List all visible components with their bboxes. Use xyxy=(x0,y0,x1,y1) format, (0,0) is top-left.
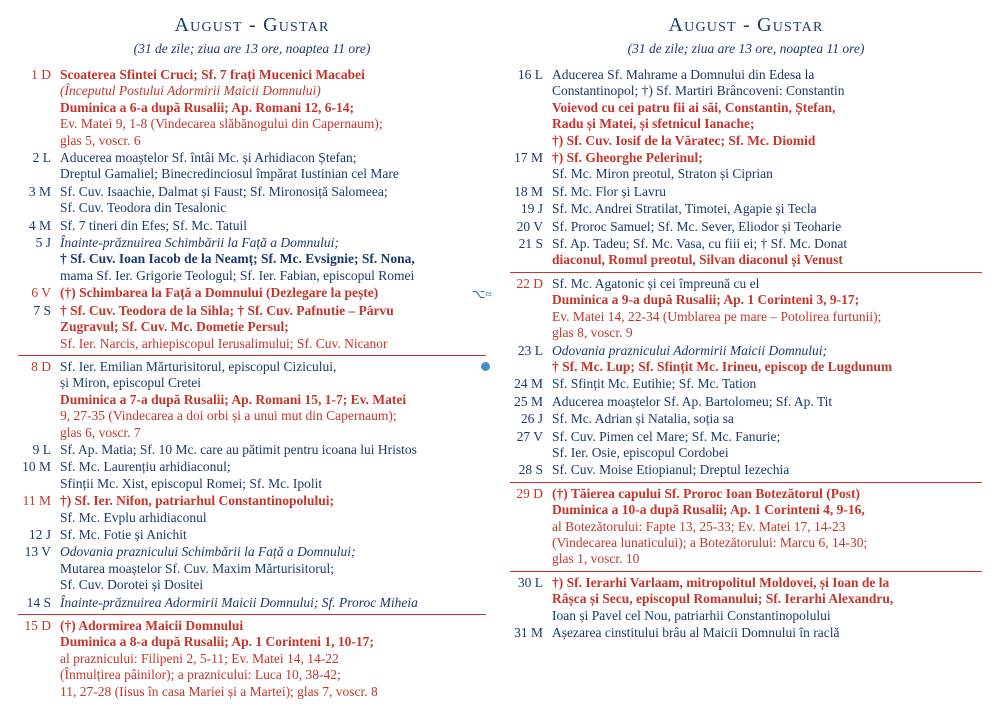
entry-text xyxy=(552,150,982,183)
entry-line: Sf. Cuv. Dorotei și Dositei xyxy=(60,577,204,593)
calendar-entry xyxy=(18,442,486,458)
entry-line: Odovania praznicului Adormirii Maicii Domnului; xyxy=(552,342,827,358)
entry-line: †) Sf. Ier. Nifon, patriarhul Constantinopolului; xyxy=(60,493,335,509)
calendar-entry xyxy=(18,67,486,149)
entry-date: 28 S xyxy=(518,462,543,478)
entry-line: (Vindecarea lunaticului); a Botezătorului: Marcu 6, 14-30; xyxy=(552,534,868,550)
calendar-entry xyxy=(510,343,982,376)
entry-text xyxy=(60,459,486,492)
entry-line: Așezarea cinstitului brâu al Maicii Domnului în raclă xyxy=(552,625,840,640)
entry-date: 12 J xyxy=(28,526,51,542)
entry-line-text: Constantinopol; †) Sf. Martiri Brâncoveni: Constantin xyxy=(552,83,845,99)
calendar-entry xyxy=(18,595,486,611)
entry-line: Sf. Mc. Adrian și Natalia, soția sa xyxy=(552,411,734,427)
entry-line: Sfinții Mc. Xist, episcopul Romei; Sf. Mc. Ipolit xyxy=(60,475,323,491)
entry-line: mama Sf. Ier. Grigorie Teologul; Sf. Ier. Fabian, episcopul Romei xyxy=(60,267,415,283)
calendar-entry xyxy=(510,411,982,427)
entry-text xyxy=(552,219,982,235)
entry-line: Sf. Cuv. Teodora din Tesalonic xyxy=(60,200,227,216)
entry-line: Sf. 7 tineri din Efes; Sf. Mc. Tatuil xyxy=(60,217,248,233)
entry-date: 5 J xyxy=(35,235,51,251)
entry-line: Sf. Ap. Tadeu; Sf. Mc. Vasa, cu fiii ei; † Sf. Mc. Donat xyxy=(552,236,848,252)
calendar-entry xyxy=(18,544,486,593)
month-title-left: August - Gustar xyxy=(174,14,330,36)
entry-text xyxy=(60,67,486,149)
calendar-entry xyxy=(510,201,982,217)
entry-date: 29 D xyxy=(516,485,543,501)
calendar-entry xyxy=(18,184,486,217)
entry-text xyxy=(60,285,486,301)
calendar-entry xyxy=(18,359,486,441)
entry-text xyxy=(552,184,982,200)
calendar-entry xyxy=(18,527,486,543)
entry-line xyxy=(552,359,982,375)
entry-line: Sf. Mc. Laurențiu arhidiaconul; xyxy=(60,459,231,475)
entry-date: 14 S xyxy=(26,594,51,610)
fish-icon: ⌥≈ xyxy=(471,287,492,302)
entry-line: Aducerea moaștelor Sf. Ap. Bartolomeu; Sf. Ap. Tit xyxy=(552,393,833,409)
entry-line: Zugravul; Sf. Cuv. Mc. Dometie Persul; xyxy=(60,319,289,335)
calendar-entry xyxy=(18,150,486,183)
entry-line: glas 1, voscr. 10 xyxy=(552,551,640,567)
entry-line: Mutarea moaștelor Sf. Cuv. Maxim Mărturisitorul; xyxy=(60,560,334,576)
calendar-entry xyxy=(18,493,486,526)
entry-date: 23 L xyxy=(517,342,543,358)
entry-text xyxy=(552,411,982,427)
entry-line: (†) Adormirea Maicii Domnului xyxy=(60,618,244,633)
entry-date: 17 M xyxy=(514,150,543,166)
calendar-entry xyxy=(18,618,486,700)
entry-line: †) Sf. Gheorghe Pelerinul; xyxy=(552,150,703,166)
calendar-entry xyxy=(510,67,982,149)
entry-text xyxy=(552,276,982,342)
entry-line: al praznicului: Filipeni 2, 5-11; Ev. Matei 14, 14-22 xyxy=(60,650,339,666)
entry-line: (Înmulțirea pâinilor); a praznicului: Luca 10, 38-42; xyxy=(60,667,341,683)
entry-text xyxy=(552,67,982,149)
entry-date: 10 M xyxy=(22,459,51,475)
moon-phase-icon xyxy=(481,362,490,371)
entry-text xyxy=(60,595,486,611)
entry-line: 9, 27-35 (Vindecarea a doi orbi și a unui mut din Capernaum); xyxy=(60,408,397,424)
entry-line: Sf. Ap. Matia; Sf. 10 Mc. care au pătimit pentru icoana lui Hristos xyxy=(60,441,417,457)
entry-line: Sf. Mc. Evplu arhidiaconul xyxy=(60,509,207,525)
right-column-header xyxy=(510,14,982,57)
entry-text xyxy=(552,625,982,641)
entry-line: †) Sf. Cuv. Iosif de la Văratec; Sf. Mc. Diomid xyxy=(552,132,816,148)
entry-line-text: Râșca și Secu, episcopul Romanului; Sf. Ierarhi Alexandru, xyxy=(552,591,894,607)
entry-line: Sf. Cuv. Moise Etiopianul; Dreptul Iezechia xyxy=(552,462,790,478)
entry-date: 27 V xyxy=(516,428,543,444)
entry-line: Duminica a 10-a după Rusalii; Ap. 1 Corinteni 4, 9-16, xyxy=(552,502,865,518)
entry-line: glas 5, voscr. 6 xyxy=(60,132,141,148)
entry-text xyxy=(552,236,982,269)
entry-line: Ioan și Pavel cel Nou, patriarhii Constantinopolului xyxy=(552,607,831,623)
entry-line: și Miron, episcopul Cretei xyxy=(60,375,201,391)
entry-divider xyxy=(510,272,982,273)
entry-line: Aducerea moaștelor Sf. întâi Mc. și Arhidiacon Ștefan; xyxy=(60,150,357,166)
entry-text xyxy=(552,343,982,376)
entry-text xyxy=(552,575,982,624)
entry-line: Duminica a 8-a după Rusalii; Ap. 1 Corinteni 1, 10-17; xyxy=(60,634,374,650)
entry-line: Sf. Cuv. Isaachie, Dalmat și Faust; Sf. Mironosiță Salomeea; xyxy=(60,183,388,199)
entry-date: 11 M xyxy=(22,493,51,509)
entry-line: Înainte-prăznuirea Schimbării la Față a Domnului; xyxy=(60,235,339,251)
left-column-header xyxy=(18,14,486,57)
entry-line: †) Sf. Ierarhi Varlaam, mitropolitul Moldovei, și Ioan de la xyxy=(552,574,890,590)
calendar-entry xyxy=(510,486,982,568)
entry-line: Sf. Mc. Miron preotul, Straton și Ciprian xyxy=(552,166,773,182)
entry-date: 21 S xyxy=(518,236,543,252)
entry-line: Duminica a 6-a după Rusalii; Ap. Romani 12, 6-14; xyxy=(60,99,355,115)
calendar-entry xyxy=(510,150,982,183)
entry-text xyxy=(60,235,486,284)
entry-line: Înainte-prăznuirea Adormirii Maicii Domnului; Sf. Proroc Miheia xyxy=(60,594,418,610)
entry-date: 8 D xyxy=(31,358,51,374)
entry-line: 11, 27-28 (Iisus în casa Mariei și a Martei); glas 7, voscr. 8 xyxy=(60,683,378,699)
calendar-entry xyxy=(18,303,486,352)
entry-line: Scoaterea Sfintei Cruci; Sf. 7 frați Mucenici Macabei xyxy=(60,67,365,82)
entry-line: Duminica a 9-a după Rusalii; Ap. 1 Corinteni 3, 9-17; xyxy=(552,292,860,308)
entry-date: 30 L xyxy=(517,574,543,590)
calendar-entry xyxy=(510,575,982,624)
entry-line xyxy=(552,83,982,99)
entry-text xyxy=(60,150,486,183)
entry-line: Sf. Cuv. Pimen cel Mare; Sf. Mc. Fanurie; xyxy=(552,428,781,444)
entry-line: Sf. Mc. Flor și Lavru xyxy=(552,183,666,199)
entry-line: Sf. Mc. Agatonic și cei împreună cu el xyxy=(552,275,760,291)
entry-text xyxy=(60,359,486,441)
entry-line: al Botezătorului: Fapte 13, 25-33; Ev. Matei 17, 14-23 xyxy=(552,518,846,534)
entry-text xyxy=(60,527,486,543)
entry-line: Sf. Ier. Osie, episcopul Cordobei xyxy=(552,444,729,460)
entry-text xyxy=(552,462,982,478)
entry-line xyxy=(552,591,982,607)
entry-line: Voievod cu cei patru fii ai săi, Constantin, Ștefan, xyxy=(552,99,836,115)
entry-line-text: † Sf. Mc. Lup; Sf. Sfințit Mc. Irineu, episcop de Lugdunum xyxy=(552,358,893,374)
calendar-entry xyxy=(18,285,492,302)
entry-text xyxy=(60,184,486,217)
entry-line: † Sf. Cuv. Ioan Iacob de la Neamț; Sf. Mc. Evsignie; Sf. Nona, xyxy=(60,251,415,267)
entry-line: glas 6, voscr. 7 xyxy=(60,424,141,440)
entry-text xyxy=(552,429,982,462)
entry-line: Sf. Mc. Fotie și Anichit xyxy=(60,526,187,542)
calendar-entry xyxy=(510,276,982,342)
entry-date: 22 D xyxy=(516,275,543,291)
calendar-entry xyxy=(510,394,982,410)
calendar-column-left xyxy=(18,14,500,706)
entry-text xyxy=(552,201,982,217)
entry-date: 31 M xyxy=(514,625,543,640)
entry-line: Duminica a 7-a după Rusalii; Ap. Romani 15, 1-7; Ev. Matei xyxy=(60,391,407,407)
entry-line: glas 8, voscr. 9 xyxy=(552,325,633,341)
entry-date: 18 M xyxy=(514,183,543,199)
entry-date: 19 J xyxy=(520,201,543,217)
entry-text xyxy=(60,218,486,234)
entry-text xyxy=(60,303,486,352)
entry-line: Sf. Mc. Andrei Stratilat, Timotei, Agapie și Tecla xyxy=(552,201,817,217)
month-subtitle-right: (31 de zile; ziua are 13 ore, noaptea 11 ore) xyxy=(627,41,865,56)
entry-text xyxy=(552,376,982,392)
entry-text xyxy=(60,442,486,458)
entry-line: Odovania praznicului Schimbării la Față a Domnului; xyxy=(60,544,356,560)
entry-line: † Sf. Cuv. Teodora de la Sihla; † Sf. Cuv. Pafnutie – Pârvu xyxy=(60,302,394,318)
entry-date: 3 M xyxy=(28,183,51,199)
entry-line: (Începutul Postului Adormirii Maicii Domnului) xyxy=(60,83,321,99)
entry-date: 24 M xyxy=(514,376,543,392)
entry-date: 2 L xyxy=(32,150,51,166)
entry-date: 26 J xyxy=(520,411,543,427)
calendar-entry xyxy=(510,625,982,641)
entry-line: (†) Schimbarea la Față a Domnului (Dezlegare la pește) xyxy=(60,285,379,301)
entry-line: Dreptul Gamaliel; Binecredinciosul împărat Iustinian cel Mare xyxy=(60,166,399,182)
entry-line: (†) Tăierea capului Sf. Proroc Ioan Botezătorul (Post) xyxy=(552,485,860,501)
entry-divider xyxy=(510,482,982,483)
entry-date: 15 D xyxy=(24,618,51,633)
entry-line: diaconul, Romul preotul, Silvan diaconul și Venust xyxy=(552,252,843,268)
entry-line: Sf. Ier. Narcis, arhiepiscopul Ierusalimului; Sf. Cuv. Nicanor xyxy=(60,335,388,351)
entry-date: 9 L xyxy=(32,441,51,457)
entry-date: 7 S xyxy=(33,302,51,318)
entry-date: 16 L xyxy=(517,67,543,82)
entry-divider xyxy=(510,571,982,572)
entry-text xyxy=(552,394,982,410)
entry-line: Sf. Sfințit Mc. Eutihie; Sf. Mc. Tation xyxy=(552,376,757,392)
calendar-column-right xyxy=(500,14,982,706)
entry-text xyxy=(60,544,486,593)
calendar-entry xyxy=(18,235,486,284)
calendar-entry xyxy=(510,429,982,462)
entry-date: 4 M xyxy=(28,217,51,233)
month-subtitle-left: (31 de zile; ziua are 13 ore, noaptea 11 ore) xyxy=(133,41,371,56)
month-title-right: August - Gustar xyxy=(668,14,824,36)
calendar-entry xyxy=(510,219,982,235)
entry-date: 13 V xyxy=(24,544,51,560)
entry-date: 1 D xyxy=(31,67,51,82)
calendar-entry xyxy=(510,462,982,478)
entry-line: Sf. Proroc Samuel; Sf. Mc. Sever, Eliodor și Teoharie xyxy=(552,218,842,234)
entry-line: Ev. Matei 9, 1-8 (Vindecarea slăbănogului din Capernaum); xyxy=(60,116,383,132)
calendar-entry xyxy=(18,459,486,492)
entry-text xyxy=(552,486,982,568)
calendar-entry xyxy=(510,236,982,269)
entry-date: 20 V xyxy=(516,218,543,234)
entry-line: Aducerea Sf. Mahrame a Domnului din Edesa la xyxy=(552,67,815,82)
calendar-entry xyxy=(18,218,486,234)
entry-line: Ev. Matei 14, 22-34 (Umblarea pe mare – Potolirea furtunii); xyxy=(552,308,882,324)
entry-line: Sf. Ier. Emilian Mărturisitorul, episcopul Cizicului, xyxy=(60,358,337,374)
entry-text xyxy=(60,618,486,700)
entry-divider xyxy=(18,355,486,356)
entry-text xyxy=(60,493,486,526)
entry-divider xyxy=(18,614,486,615)
entry-line: Radu și Matei, și sfetnicul Ianache; xyxy=(552,116,755,132)
entry-date: 25 M xyxy=(514,393,543,409)
entry-date: 6 V xyxy=(31,285,51,301)
calendar-entry xyxy=(510,376,982,392)
calendar-entry xyxy=(510,184,982,200)
